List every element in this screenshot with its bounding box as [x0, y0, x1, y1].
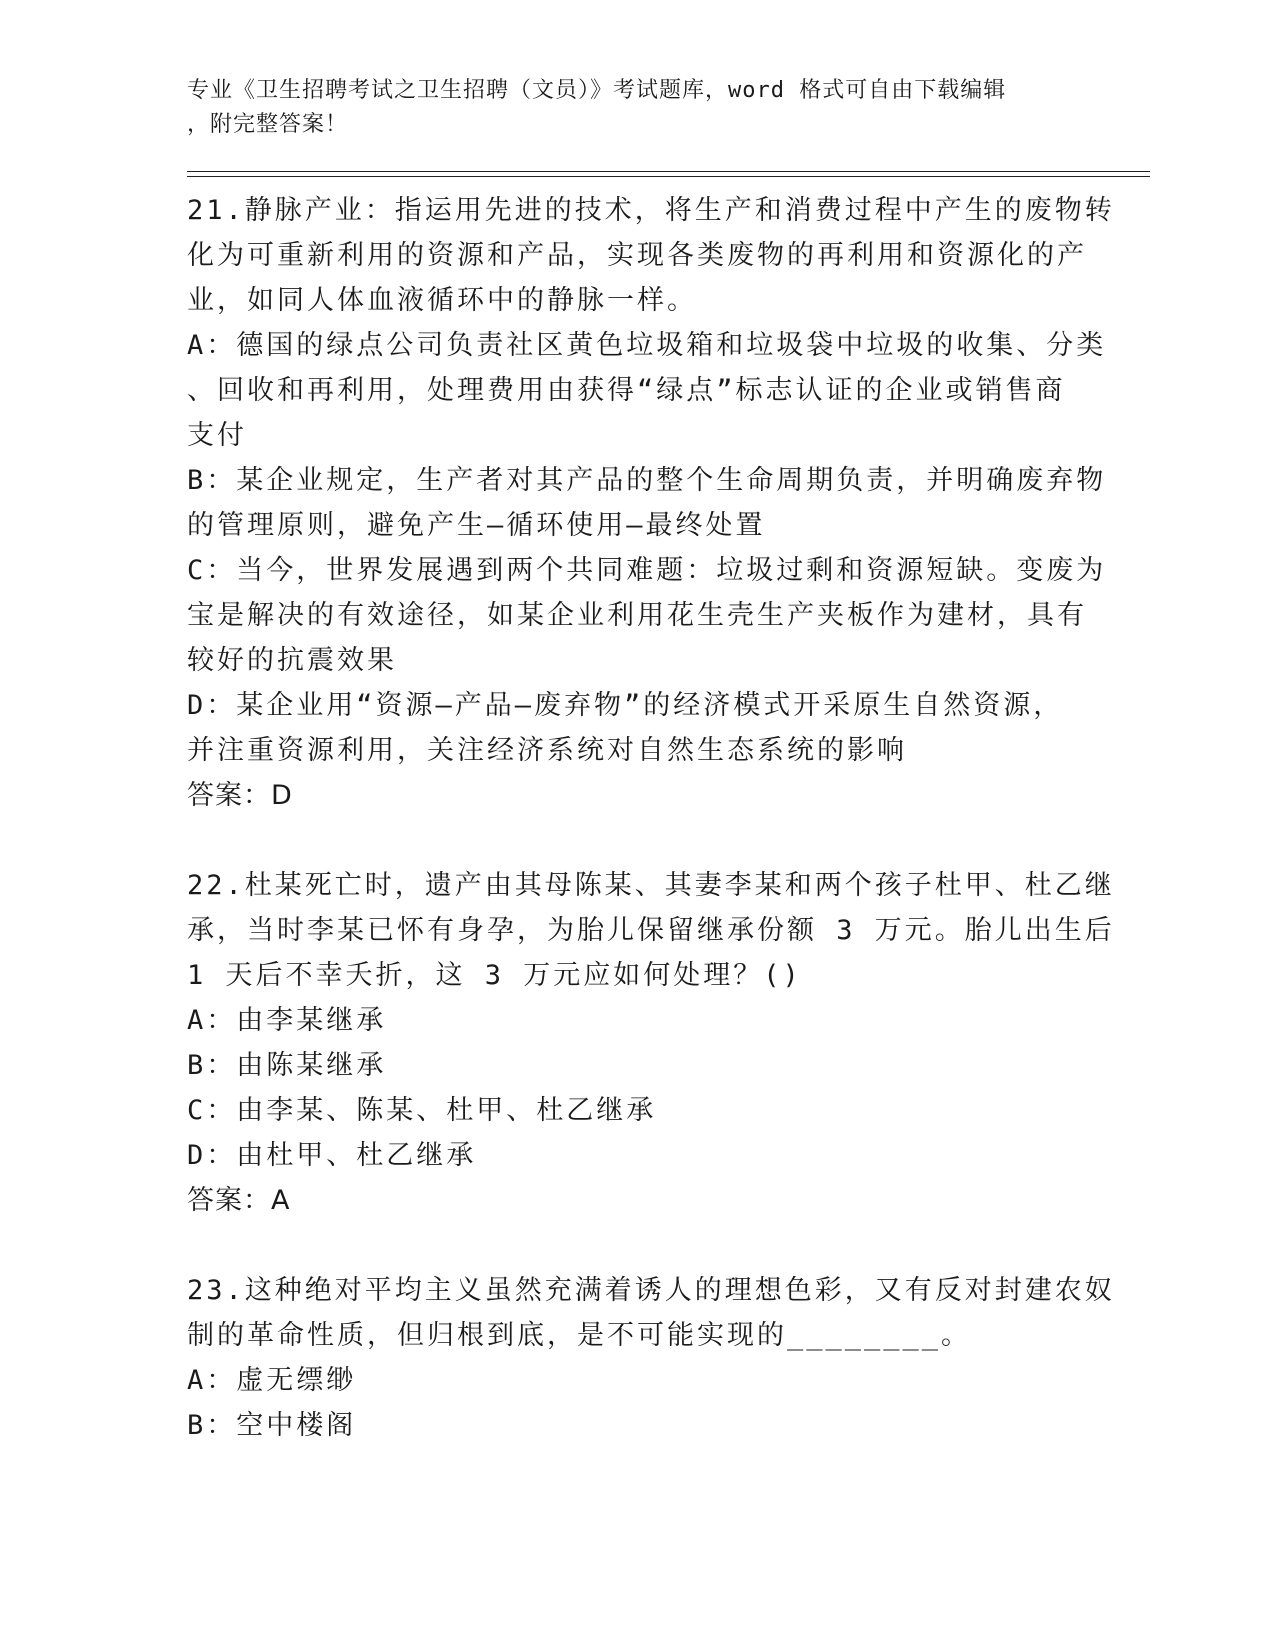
- option-c: [187, 548, 1107, 683]
- question-22: [187, 863, 1115, 1223]
- answer-line: 答案：A: [187, 1185, 291, 1216]
- option-line: 、回收和再利用，处理费用由获得“绿点”标志认证的企业或销售商: [187, 375, 1066, 406]
- option-line: 支付: [187, 420, 247, 451]
- option-d: D：由杜甲、杜乙继承: [187, 1140, 477, 1171]
- question-spacer: [187, 1223, 1087, 1268]
- option-b: B：空中楼阁: [187, 1410, 357, 1441]
- document-header: [187, 74, 1067, 142]
- option-c: C：由李某、陈某、杜甲、杜乙继承: [187, 1095, 657, 1126]
- question-stem-line: 业，如同人体血液循环中的静脉一样。: [187, 285, 697, 316]
- option-line: 并注重资源利用，关注经济系统对自然生态系统的影响: [187, 735, 907, 766]
- header-line-1: 专业《卫生招聘考试之卫生招聘（文员）》考试题库，word 格式可自由下载编辑: [187, 78, 1007, 103]
- option-line: 宝是解决的有效途径，如某企业利用花生壳生产夹板作为建材，具有: [187, 600, 1087, 631]
- option-b: B：由陈某继承: [187, 1050, 387, 1081]
- option-a: A：虚无缥缈: [187, 1365, 357, 1396]
- option-a: [187, 323, 1107, 458]
- question-21: [187, 188, 1115, 818]
- question-spacer: [187, 818, 1087, 863]
- question-stem-line: 1 天后不幸夭折，这 3 万元应如何处理？(): [187, 960, 802, 991]
- question-list: [187, 188, 1115, 1448]
- question-23: [187, 1268, 1115, 1448]
- answer-line: 答案：D: [187, 780, 293, 811]
- option-line: D：某企业用“资源—产品—废弃物”的经济模式开采原生自然资源，: [187, 690, 1064, 721]
- option-line: 较好的抗震效果: [187, 645, 397, 676]
- header-divider-top: [187, 171, 1150, 172]
- question-stem-line: 制的革命性质，但归根到底，是不可能实现的________。: [187, 1320, 972, 1351]
- header-line-2: ，附完整答案！: [187, 112, 349, 137]
- option-b: [187, 458, 1107, 548]
- question-stem-line: 22.杜某死亡时，遗产由其母陈某、其妻李某和两个孩子杜甲、杜乙继: [187, 870, 1115, 901]
- option-line: C：当今，世界发展遇到两个共同难题：垃圾过剩和资源短缺。变废为: [187, 555, 1107, 586]
- question-stem-line: 承，当时李某已怀有身孕，为胎儿保留继承份额 3 万元。胎儿出生后: [187, 915, 1115, 946]
- question-stem-line: 21.静脉产业：指运用先进的技术，将生产和消费过程中产生的废物转: [187, 195, 1115, 226]
- option-line: B：某企业规定，生产者对其产品的整个生命周期负责，并明确废弃物: [187, 465, 1107, 496]
- option-line: A：德国的绿点公司负责社区黄色垃圾箱和垃圾袋中垃圾的收集、分类: [187, 330, 1107, 361]
- option-d: [187, 683, 1087, 773]
- header-divider-bottom: [187, 176, 1150, 177]
- option-line: 的管理原则，避免产生—循环使用—最终处置: [187, 510, 766, 541]
- question-stem-line: 化为可重新利用的资源和产品，实现各类废物的再利用和资源化的产: [187, 240, 1087, 271]
- option-a: A：由李某继承: [187, 1005, 387, 1036]
- question-stem-line: 23.这种绝对平均主义虽然充满着诱人的理想色彩，又有反对封建农奴: [187, 1275, 1115, 1306]
